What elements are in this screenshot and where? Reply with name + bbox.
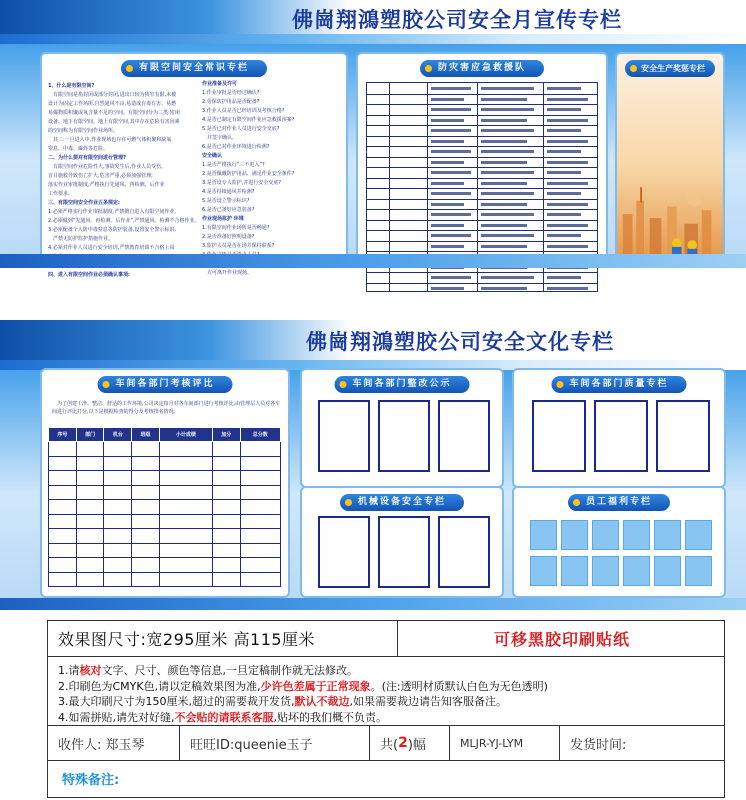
rectification-panel: [300, 368, 504, 488]
text-line: 2.必须做到“先通风、再检测、后作业”,严禁通风、检测不合格作业。: [48, 218, 200, 224]
table-row: [49, 471, 281, 486]
note-4: 4.如需拼贴,请先对好缝,不会贴的请联系客服,贴坏的我们概不负责。: [58, 710, 387, 724]
photo-placeholder: [685, 556, 712, 586]
illegible-cell-text: [431, 161, 464, 164]
table-row: [49, 456, 281, 471]
table-cell: [159, 500, 212, 515]
table-cell: [132, 456, 160, 471]
table-cell: [212, 572, 240, 587]
safety-culture-board: [0, 320, 746, 610]
table-cell: [240, 558, 280, 573]
text-line: 方可离开作业现场。: [202, 270, 253, 276]
table-row-line: [367, 209, 597, 210]
section-heading: 二、为什么要对有限空间进行管理?: [48, 155, 126, 161]
table-row-line: [367, 104, 597, 105]
table-cell: [212, 543, 240, 558]
table-cell: [76, 543, 104, 558]
illegible-cell-text: [431, 182, 464, 185]
illegible-cell-text: [481, 129, 534, 132]
illegible-cell-text: [431, 213, 471, 216]
table-cell: [104, 543, 132, 558]
column-header: 班组: [132, 428, 160, 442]
order-notes: [58, 663, 548, 725]
illegible-cell-text: [547, 161, 588, 164]
photo-placeholder: [530, 556, 557, 586]
illegible-cell-text: [481, 234, 534, 237]
board-header: [0, 320, 746, 370]
product-code: MLJR-YJ-LYM: [450, 726, 560, 760]
board-title: 佛崗翔鴻塑胶公司安全月宣传专栏: [292, 7, 622, 32]
illegible-cell-text: [547, 150, 581, 153]
illegible-cell-text: [431, 287, 464, 290]
shipping-row: [48, 725, 724, 761]
table-cell: [159, 572, 212, 587]
board-title: 佛崗翔鴻塑胶公司安全文化专栏: [306, 329, 614, 354]
table-cell: [212, 558, 240, 573]
table-row-line: [367, 230, 597, 231]
panel-title: 车间各部门考核评比: [97, 376, 232, 393]
illegible-cell-text: [547, 129, 581, 132]
table-cell: [240, 471, 280, 486]
text-line: 3.是否设专人监护,并进行安全交底?: [202, 180, 282, 186]
photo-placeholder: [623, 520, 650, 550]
table-row-line: [367, 283, 597, 284]
table-cell: [132, 558, 160, 573]
illegible-cell-text: [547, 287, 588, 290]
text-line: 严禁无防护监护措施作业。: [48, 236, 114, 242]
table-cell: [132, 543, 160, 558]
confined-space-text-left: [48, 82, 200, 278]
illegible-cell-text: [481, 213, 534, 216]
table-row: [49, 558, 281, 573]
illegible-cell-text: [547, 245, 588, 248]
material-label: 可移黑胶印刷贴纸: [493, 630, 630, 649]
table-cell: [212, 485, 240, 500]
table-row-line: [367, 178, 597, 179]
illegible-cell-text: [431, 108, 471, 111]
illegible-cell-text: [431, 98, 464, 101]
table-cell: [104, 456, 132, 471]
column-header: 加分: [212, 428, 240, 442]
table-cell: [49, 514, 77, 529]
photo-placeholder: [623, 556, 650, 586]
table-cell: [76, 558, 104, 573]
table-cell: [212, 456, 240, 471]
recipient: 收件人: 郑玉琴: [48, 726, 180, 760]
table-cell: [159, 558, 212, 573]
table-row: [49, 514, 281, 529]
text-line: 4.必须对作业人员进行安全培训,严禁教育培训不合格上岗: [48, 245, 175, 251]
illegible-cell-text: [481, 171, 534, 174]
text-line: 6.是否已备好应急装备?: [202, 207, 255, 213]
table-cell: [49, 471, 77, 486]
quality-panel: [512, 368, 726, 488]
table-row-line: [367, 272, 597, 273]
text-line: 6.是否已对作业环境进行检测?: [202, 144, 270, 150]
text-line: 工作要求。: [48, 191, 74, 197]
illegible-cell-text: [431, 224, 464, 227]
size-row: [48, 621, 724, 657]
panel-title: 防灾害应急救援队: [420, 60, 544, 77]
table-row: [49, 543, 281, 558]
illegible-cell-text: [481, 161, 527, 164]
illegible-cell-text: [481, 203, 527, 206]
note-1: 1.请核对文字、尺寸、颜色等信息,一旦定稿制作就无法修改。: [58, 664, 358, 677]
photo-frame: [378, 400, 430, 472]
column-header: 机台: [104, 428, 132, 442]
table-row-line: [367, 125, 597, 126]
table-cell: [240, 500, 280, 515]
column-header: 序号: [49, 428, 77, 442]
table-cell: [132, 442, 160, 457]
table-cell: [212, 500, 240, 515]
table-cell: [212, 529, 240, 544]
table-cell: [49, 572, 77, 587]
illegible-cell-text: [481, 182, 527, 185]
panel-title: 车间各部门质量专栏: [551, 376, 686, 393]
illegible-cell-text: [547, 276, 581, 279]
text-line: 4.是否持续通风并检测?: [202, 189, 255, 195]
table-cell: [240, 572, 280, 587]
table-cell: [240, 529, 280, 544]
text-line: 设计为固定工作场所,自然通风不良,易造成有毒有害、易燃: [48, 101, 177, 107]
photo-placeholder: [654, 556, 681, 586]
text-line: 盲目施救导致伤亡扩大,危害严重,必须加强管理;: [48, 173, 153, 179]
table-cell: [49, 543, 77, 558]
panel-title: 有限空间安全常识专栏: [121, 60, 267, 77]
text-line: 2.是否佩戴防护用品、满足作业安全条件?: [202, 171, 295, 177]
table-cell: [132, 471, 160, 486]
note-2: 2.印刷色为CMYK色,请以定稿效果图为准,少许色差属于正常现象。(注:透明材质默认白色为无色透明): [58, 679, 548, 693]
photo-placeholder: [654, 520, 681, 550]
text-line: 1.作业审批是否经过确认?: [202, 90, 260, 96]
ship-time: 发货时间:: [570, 737, 627, 753]
text-line: 4.是否已制定有限空间作业应急救援预案?: [202, 117, 295, 123]
table-row: [49, 529, 281, 544]
illegible-cell-text: [481, 192, 534, 195]
column-header: 总分数: [240, 428, 280, 442]
table-row: [49, 442, 281, 457]
illegible-cell-text: [431, 245, 464, 248]
note-3: 3.最大印刷尺寸为150厘米,超过的需要裁开发货,默认不裁边,如果需要裁边请告知客服备注。: [58, 695, 507, 708]
photo-placeholder: [561, 556, 588, 586]
table-cell: [49, 456, 77, 471]
text-line: 落实作业审批制度,严格执行先通风、再检测、后作业: [48, 182, 165, 188]
table-row-line: [367, 251, 597, 252]
illegible-cell-text: [431, 234, 471, 237]
table-row-line: [367, 94, 597, 95]
text-line: 1.有限空间作业场所是否畅通?: [202, 225, 270, 231]
table-cell: [49, 529, 77, 544]
illegible-cell-text: [481, 224, 527, 227]
illegible-cell-text: [481, 87, 534, 90]
text-line: 3.作业人员是否已经培训及考核合格?: [202, 108, 285, 114]
safety-month-board: [0, 0, 746, 278]
panel-title: 机械设备安全专栏: [340, 494, 464, 511]
photo-placeholder: [685, 520, 712, 550]
panel-title: 安全生产奖惩专栏: [625, 60, 715, 77]
illegible-cell-text: [547, 224, 588, 227]
table-cell: [159, 442, 212, 457]
illegible-cell-text: [431, 150, 471, 153]
illegible-cell-text: [547, 234, 581, 237]
table-cell: [49, 485, 77, 500]
illegible-cell-text: [431, 203, 464, 206]
section-heading: 作业准备及许可: [202, 81, 238, 87]
table-row: [49, 500, 281, 515]
photo-placeholder: [530, 520, 557, 550]
illegible-cell-text: [547, 108, 581, 111]
sheet-count: 共( 2 )幅: [370, 726, 450, 760]
illegible-cell-text: [481, 98, 527, 101]
illegible-cell-text: [431, 87, 471, 90]
table-row-line: [367, 115, 597, 116]
illegible-cell-text: [547, 171, 581, 174]
table-cell: [132, 514, 160, 529]
table-cell: [49, 442, 77, 457]
table-cell: [76, 572, 104, 587]
section-heading: 三、有限空间安全作业五条规定:: [48, 200, 121, 206]
header-swoosh: [0, 34, 746, 44]
table-cell: [240, 456, 280, 471]
photo-placeholder: [561, 520, 588, 550]
table-row: [49, 572, 281, 587]
illegible-cell-text: [481, 140, 527, 143]
table-cell: [104, 572, 132, 587]
table-cell: [159, 543, 212, 558]
text-line: 1.是否严格执行“三不进入”?: [202, 162, 265, 168]
photo-placeholder: [592, 520, 619, 550]
board-footer-wave: [0, 254, 746, 268]
table-cell: [76, 514, 104, 529]
photo-frame: [438, 516, 490, 588]
score-notice: 为了创建干净、整洁、舒适的工作环境,公司决定每月对各车间部门进行考核评比,由管理层人员对各车间进行评比打分,以下是根据检查的得分及考核排名情况:: [52, 401, 281, 415]
text-line: 易爆物质积聚或氧含量不足的空间。有限空间分为三类:密闭: [48, 110, 180, 116]
table-row-line: [367, 241, 597, 242]
text-line: 2.劳保防护用品是否配备?: [202, 99, 260, 105]
table-cell: [240, 514, 280, 529]
table-cell: [132, 572, 160, 587]
table-cell: [76, 471, 104, 486]
table-cell: [132, 529, 160, 544]
text-line: 的空间称为有限空间作业场所。: [48, 128, 119, 134]
photo-frame: [378, 516, 430, 588]
illegible-cell-text: [547, 203, 588, 206]
text-line: 3.必须配备个人防中毒窒息等防护装备,设置安全警示标识,: [48, 227, 176, 233]
column-header: 部门: [76, 428, 104, 442]
photo-placeholder: [592, 556, 619, 586]
text-line: 并签字确认。: [202, 135, 238, 141]
wangwang-id: 旺旺ID:queenie玉子: [180, 726, 370, 760]
illegible-cell-text: [547, 98, 588, 101]
table-cell: [104, 529, 132, 544]
table-cell: [104, 485, 132, 500]
illegible-cell-text: [547, 87, 581, 90]
column-header: 小计成绩: [159, 428, 212, 442]
table-cell: [240, 543, 280, 558]
table-cell: [104, 471, 132, 486]
illegible-cell-text: [431, 129, 471, 132]
panel-title: 车间各部门整改公示: [334, 376, 469, 393]
text-line: 5.是否已对作业人员进行安全交底?: [202, 126, 280, 132]
illegible-cell-text: [481, 276, 534, 279]
city-skyline-illustration: [617, 178, 723, 258]
table-cell: [76, 529, 104, 544]
table-cell: [76, 456, 104, 471]
table-cell: [240, 442, 280, 457]
table-cell: [49, 500, 77, 515]
table-row-line: [367, 146, 597, 147]
section-heading: 安全确认: [202, 153, 223, 159]
illegible-cell-text: [481, 119, 527, 122]
table-cell: [159, 485, 212, 500]
machine-safety-panel: [300, 486, 504, 598]
photo-frame: [318, 400, 370, 472]
illegible-cell-text: [431, 276, 471, 279]
table-cell: [159, 471, 212, 486]
text-line: 有限空间是指封闭或部分封闭,进出口较为狭窄有限,未被: [48, 92, 177, 98]
table-cell: [76, 485, 104, 500]
illegible-cell-text: [547, 140, 588, 143]
table-row-line: [367, 167, 597, 168]
text-line: 3.监护人员是否在场并保持联系?: [202, 243, 275, 249]
table-cell: [104, 558, 132, 573]
board-header: [0, 0, 746, 44]
text-line: 其二:一旦进入中,作业现场也存在可燃气体积聚和缺氧: [48, 137, 172, 143]
illegible-cell-text: [431, 140, 464, 143]
confined-space-panel: [40, 52, 348, 278]
text-line: 2.是否准备好照明设备?: [202, 234, 255, 240]
score-table: [48, 427, 281, 587]
table-header-row: [49, 428, 281, 442]
section-heading: 1、什么是有限空间?: [48, 83, 95, 89]
table-cell: [104, 514, 132, 529]
panel-title: 员工福利专栏: [568, 494, 670, 511]
photo-frame: [318, 516, 370, 588]
award-panel: [615, 52, 725, 260]
illegible-cell-text: [431, 119, 464, 122]
photo-frame: [594, 400, 648, 472]
section-heading: 作业现场监护 环境: [202, 216, 244, 222]
table-cell: [159, 529, 212, 544]
department-score-panel: [40, 368, 290, 598]
illegible-cell-text: [547, 213, 581, 216]
table-cell: [104, 500, 132, 515]
board-footer-wave: [0, 598, 746, 610]
illegible-cell-text: [547, 119, 588, 122]
table-row-line: [367, 136, 597, 137]
illegible-cell-text: [431, 192, 471, 195]
table-cell: [159, 456, 212, 471]
text-line: 窒息、中毒、爆炸等危险。: [48, 146, 109, 152]
table-row-line: [367, 220, 597, 221]
rescue-team-panel: [356, 52, 608, 260]
table-row-line: [367, 157, 597, 158]
table-cell: [49, 558, 77, 573]
table-row-line: [367, 188, 597, 189]
illegible-cell-text: [481, 108, 534, 111]
welfare-panel: [512, 486, 726, 598]
table-cell: [132, 500, 160, 515]
table-cell: [104, 442, 132, 457]
illegible-cell-text: [547, 182, 588, 185]
table-cell: [76, 500, 104, 515]
table-cell: [212, 442, 240, 457]
table-cell: [212, 514, 240, 529]
text-line: 设备、地下有限空间、地上有限空间,其中存在危险有害因素: [48, 119, 180, 125]
text-line: 5.是否设立警示标识?: [202, 198, 250, 204]
table-row-line: [367, 199, 597, 200]
confined-space-text-right: [202, 80, 346, 276]
illegible-cell-text: [547, 192, 581, 195]
table-cell: [212, 471, 240, 486]
illegible-cell-text: [481, 150, 534, 153]
photo-frame: [438, 400, 490, 472]
order-info-table: [47, 620, 725, 798]
text-line: 有限空间作业危险性大,事故发生后,作业人员受伤、: [48, 164, 167, 170]
illegible-cell-text: [481, 287, 527, 290]
table-cell: [76, 442, 104, 457]
table-cell: [159, 514, 212, 529]
section-heading: 四、进入有限空间作业必须确认事项:: [48, 272, 131, 278]
special-notes-label: 特殊备注:: [62, 773, 120, 788]
table-cell: [132, 485, 160, 500]
size-label: 效果图尺寸:宽295厘米 高115厘米: [48, 621, 398, 656]
text-line: 1.必须严格实行作业审批制度,严禁擅自进入有限空间作业。: [48, 209, 180, 215]
table-row: [49, 485, 281, 500]
illegible-cell-text: [431, 171, 471, 174]
illegible-cell-text: [481, 245, 527, 248]
table-cell: [240, 485, 280, 500]
photo-frame: [656, 400, 710, 472]
photo-frame: [532, 400, 586, 472]
